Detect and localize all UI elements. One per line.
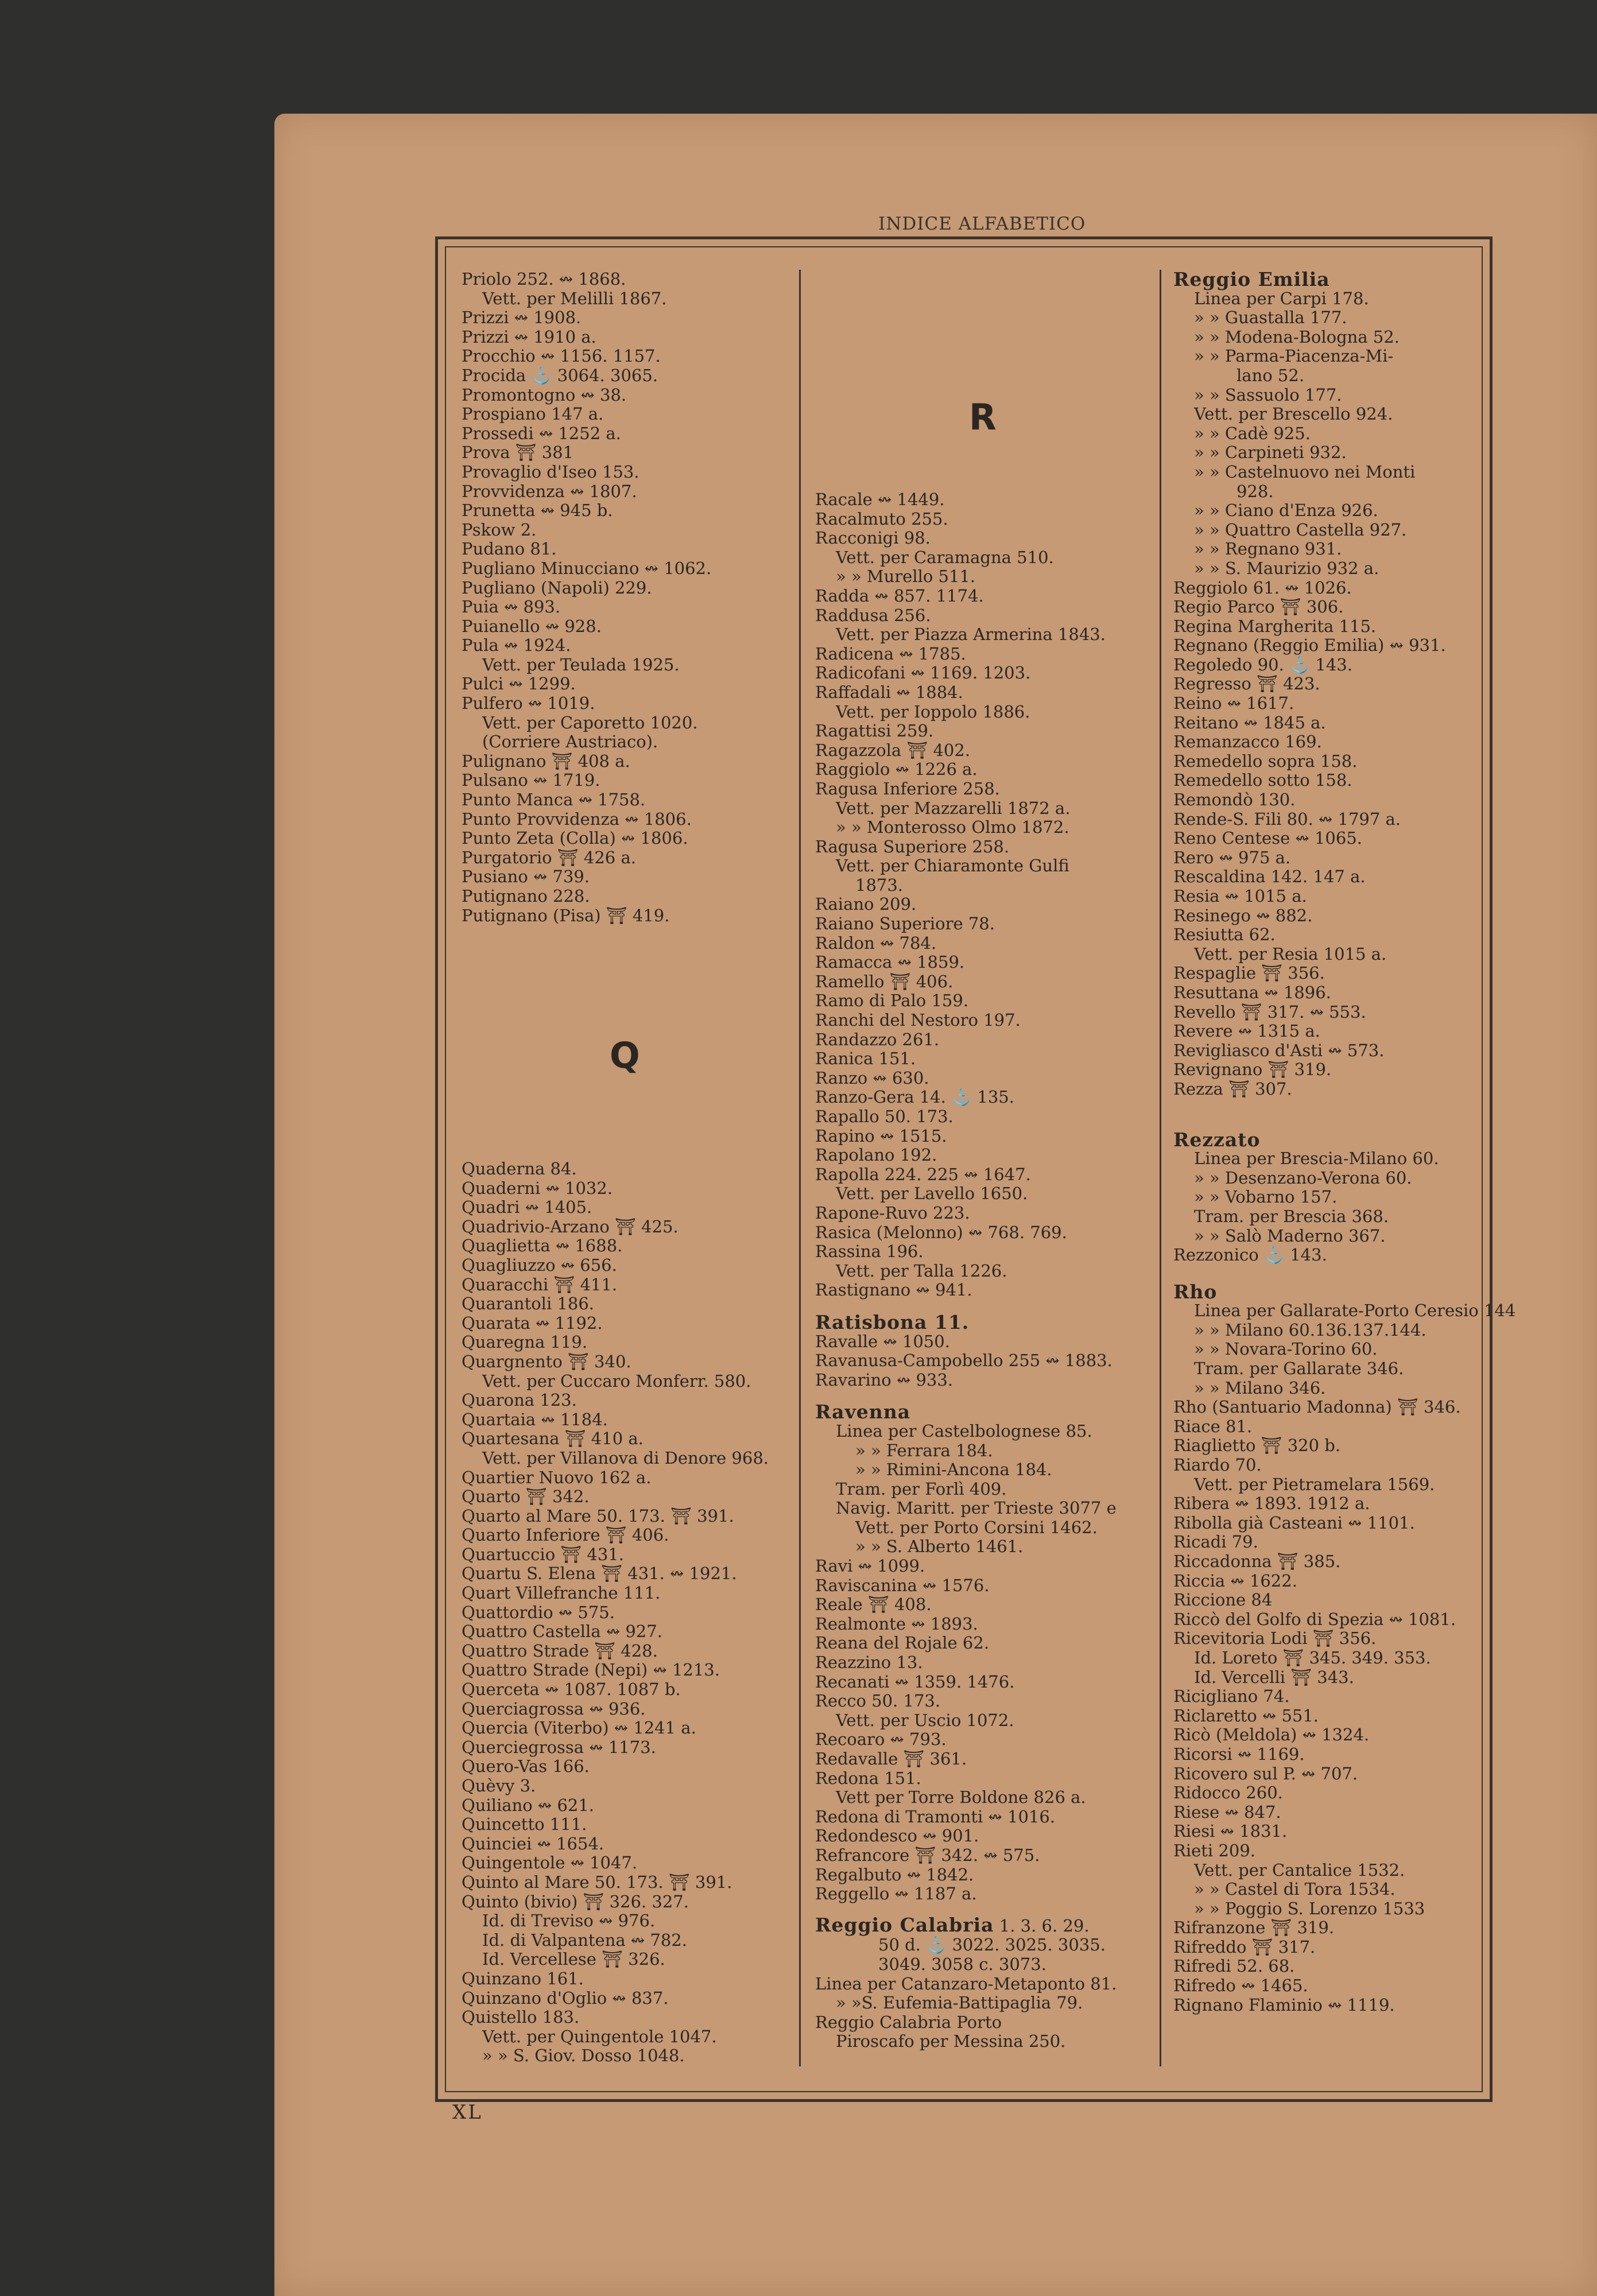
index-entry: Ramacca ↭ 1859. xyxy=(815,952,965,972)
index-entry: Raggiolo ↭ 1226 a. xyxy=(815,759,978,779)
index-entry: Riace 81. xyxy=(1173,1416,1253,1436)
index-entry: Reino ↭ 1617. xyxy=(1173,693,1294,713)
index-entry: Quaracchi ⛩ 411. xyxy=(462,1274,618,1294)
index-entry: Quarto al Mare 50. 173. ⛩ 391. xyxy=(462,1506,734,1526)
index-entry: Regalbuto ↭ 1842. xyxy=(815,1864,974,1884)
index-entry: Resinego ↭ 882. xyxy=(1173,905,1313,925)
index-entry: Rapone-Ruvo 223. xyxy=(815,1203,970,1223)
entries-ratisbona xyxy=(815,1332,1148,1390)
index-entry: Ranzo ↭ 630. xyxy=(815,1068,929,1088)
index-entry: Quart Villefranche 111. xyxy=(462,1583,661,1603)
index-entry: Ribolla già Casteani ↭ 1101. xyxy=(1173,1512,1415,1533)
index-entry: Regnano (Reggio Emilia) ↭ 931. xyxy=(1173,635,1446,656)
index-entry: » » Carpineti 932. xyxy=(1194,443,1347,463)
index-entry: Rassina 196. xyxy=(815,1242,924,1262)
index-entry: Riccia ↭ 1622. xyxy=(1173,1570,1297,1591)
page-number: XL xyxy=(452,2101,483,2124)
index-entry: » » Sassuolo 177. xyxy=(1194,385,1342,405)
index-entry: Rezza ⛩ 307. xyxy=(1173,1079,1292,1099)
index-column-2 xyxy=(815,490,1148,2051)
index-entry: Rignano Flaminio ↭ 1119. xyxy=(1173,1995,1395,2015)
index-entry: Rezzonico ⚓ 143. xyxy=(1173,1245,1327,1265)
index-entry: Linea per Castelbolognese 85. xyxy=(836,1421,1092,1441)
index-entry: Resia ↭ 1015 a. xyxy=(1173,886,1307,906)
index-entry: Rapallo 50. 173. xyxy=(815,1107,953,1126)
index-entry: Tram. per Brescia 368. xyxy=(1194,1206,1389,1226)
index-entry: Ragattisi 259. xyxy=(815,721,934,741)
index-entry: » » Rimini-Ancona 184. xyxy=(855,1460,1052,1480)
index-entry: 928. xyxy=(1236,481,1274,501)
section-letter-q: Q xyxy=(610,1034,640,1076)
index-entry: Provvidenza ↭ 1807. xyxy=(462,481,637,501)
index-entry: Quattro Strade ⛩ 428. xyxy=(462,1640,658,1661)
index-entry: » » Salò Maderno 367. xyxy=(1194,1225,1386,1246)
index-entry: Quarantoli 186. xyxy=(462,1294,595,1314)
index-entry: Ricigliano 74. xyxy=(1173,1686,1290,1707)
index-entry: Ribera ↭ 1893. 1912 a. xyxy=(1173,1494,1370,1514)
entries-reggio-calabria xyxy=(815,1936,1148,2051)
index-entry: » » Regnano 931. xyxy=(1194,539,1342,559)
index-entry: Redondesco ↭ 901. xyxy=(815,1826,979,1846)
index-entry: Quattro Castella ↭ 927. xyxy=(462,1622,662,1642)
index-entry: » » S. Giov. Dosso 1048. xyxy=(482,2046,685,2066)
index-entry: Rifredi 52. 68. xyxy=(1173,1956,1295,1976)
index-entry: Respaglie ⛩ 356. xyxy=(1173,963,1325,983)
index-entry: Ragusa Superiore 258. xyxy=(815,836,1010,856)
index-entry: » » Poggio S. Lorenzo 1533 xyxy=(1194,1898,1425,1918)
index-entry: Ranzo-Gera 14. ⚓ 135. xyxy=(815,1087,1014,1107)
index-entry: » »S. Eufemia-Battipaglia 79. xyxy=(836,1993,1083,2013)
index-entry: Redavalle ⛩ 361. xyxy=(815,1749,967,1768)
index-entry: Pskow 2. xyxy=(462,519,537,540)
index-entry: Ramello ⛩ 406. xyxy=(815,971,953,991)
index-entry: Procchio ↭ 1156. 1157. xyxy=(462,346,661,366)
index-entry: Riclaretto ↭ 551. xyxy=(1173,1705,1319,1725)
index-entry: Pulfero ↭ 1019. xyxy=(462,693,595,713)
index-entry: Vett. per Chiaramonte Gulfi xyxy=(836,856,1069,876)
index-entry: Rapolano 192. xyxy=(815,1145,937,1165)
index-entry: » » Vobarno 157. xyxy=(1194,1187,1338,1207)
index-entry: Rende-S. Fili 80. ↭ 1797 a. xyxy=(1173,809,1401,829)
index-entry: Quaderni ↭ 1032. xyxy=(462,1178,613,1198)
entries-q xyxy=(462,1159,783,2066)
index-entry: Puianello ↭ 928. xyxy=(462,616,602,636)
entries-r xyxy=(815,490,1148,1300)
index-entry: Ravarino ↭ 933. xyxy=(815,1370,953,1390)
heading-rezzato: Rezzato xyxy=(1173,1128,1261,1151)
index-entry: Ranchi del Nestoro 197. xyxy=(815,1010,1021,1030)
index-entry: Id. di Treviso ↭ 976. xyxy=(482,1911,656,1931)
index-entry: Prizzi ↭ 1908. xyxy=(462,308,582,328)
heading-ratisbona: Ratisbona 11. xyxy=(815,1310,970,1333)
index-entry: Vett. per Caporetto 1020. xyxy=(482,712,698,732)
index-entry: » » Milano 346. xyxy=(1194,1378,1326,1398)
index-entry: Ragusa Inferiore 258. xyxy=(815,778,1000,798)
entries-rho xyxy=(1173,1301,1516,2015)
index-entry: Prova ⛩ 381 xyxy=(462,443,574,463)
index-entry: Quartaia ↭ 1184. xyxy=(462,1409,608,1429)
index-entry: Revello ⛩ 317. ↭ 553. xyxy=(1173,1002,1366,1022)
index-entry: lano 52. xyxy=(1236,365,1305,385)
index-entry: Racalmuto 255. xyxy=(815,509,948,529)
heading-reggio-calabria: Reggio Calabria 1. 3. 6. 29. xyxy=(815,1913,1090,1936)
index-entry: (Corriere Austriaco). xyxy=(482,732,658,752)
heading-rho: Rho xyxy=(1173,1280,1218,1303)
index-entry: » » Ferrara 184. xyxy=(855,1440,993,1460)
index-entry: Reggello ↭ 1187 a. xyxy=(815,1884,977,1904)
index-entry: Pusiano ↭ 739. xyxy=(462,867,590,887)
index-entry: Ricevitoria Lodi ⛩ 356. xyxy=(1173,1628,1377,1649)
index-entry: Vett. per Cuccaro Monferr. 580. xyxy=(482,1371,751,1391)
index-entry: Linea per Carpi 178. xyxy=(1194,288,1369,308)
index-entry: » » Modena-Bologna 52. xyxy=(1194,327,1400,347)
index-entry: Priolo 252. ↭ 1868. xyxy=(462,269,626,289)
index-entry: Recco 50. 173. xyxy=(815,1691,941,1711)
index-entry: Linea per Gallarate-Porto Ceresio 144 xyxy=(1194,1301,1516,1321)
index-entry: Vett. per Villanova di Denore 968. xyxy=(482,1448,769,1468)
index-column-1 xyxy=(462,270,783,925)
index-entry: Reggiolo 61. ↭ 1026. xyxy=(1173,577,1352,598)
index-entry: Quercia (Viterbo) ↭ 1241 a. xyxy=(462,1718,696,1738)
index-entry: Vett. per Lavello 1650. xyxy=(836,1184,1028,1204)
index-entry: 1873. xyxy=(855,875,904,895)
index-entry: Navig. Maritt. per Trieste 3077 e xyxy=(836,1498,1117,1518)
index-entry: Vett. per Talla 1226. xyxy=(836,1261,1007,1281)
index-entry: Prunetta ↭ 945 b. xyxy=(462,501,613,521)
index-entry: Provaglio d'Iseo 153. xyxy=(462,461,639,482)
index-entry: Ragazzola ⛩ 402. xyxy=(815,740,971,760)
index-entry: Id. Vercellese ⛩ 326. xyxy=(482,1949,665,1969)
index-entry: Revigliasco d'Asti ↭ 573. xyxy=(1173,1040,1385,1060)
index-entry: Quinzano d'Oglio ↭ 837. xyxy=(462,1988,669,2008)
index-entry: Rifredo ↭ 1465. xyxy=(1173,1976,1308,1996)
index-entry: Radda ↭ 857. 1174. xyxy=(815,585,984,606)
index-entry: Recanati ↭ 1359. 1476. xyxy=(815,1671,1015,1692)
index-entry: Id. Loreto ⛩ 345. 349. 353. xyxy=(1194,1647,1431,1667)
index-entry: Riccione 84 xyxy=(1173,1590,1273,1610)
index-entry: Id. Vercelli ⛩ 343. xyxy=(1194,1667,1354,1687)
index-entry: Redona 151. xyxy=(815,1768,921,1788)
index-entry: » » S. Maurizio 932 a. xyxy=(1194,558,1379,578)
index-entry: Procida ⚓ 3064. 3065. xyxy=(462,365,658,385)
index-entry: Redona di Tramonti ↭ 1016. xyxy=(815,1806,1056,1826)
index-entry: Raiano Superiore 78. xyxy=(815,914,995,934)
column-divider xyxy=(799,270,801,2066)
index-entry: Quadrivio-Arzano ⛩ 425. xyxy=(462,1216,679,1236)
index-entry: » » S. Alberto 1461. xyxy=(855,1537,1024,1557)
index-entry: 3049. 3058 c. 3073. xyxy=(878,1954,1046,1974)
index-entry: Piroscafo per Messina 250. xyxy=(836,2031,1066,2051)
index-entry: Racconigi 98. xyxy=(815,528,931,548)
index-entry: Riaglietto ⛩ 320 b. xyxy=(1173,1436,1341,1456)
index-entry: Quadri ↭ 1405. xyxy=(462,1197,592,1217)
index-entry: Reale ⛩ 408. xyxy=(815,1595,932,1615)
index-entry: Punto Zeta (Colla) ↭ 1806. xyxy=(462,828,688,848)
index-entry: » » Murello 511. xyxy=(836,567,976,587)
section-letter-r: R xyxy=(969,396,997,438)
column-divider xyxy=(1160,270,1161,2066)
index-entry: » » Novara-Torino 60. xyxy=(1194,1339,1378,1359)
index-entry: Recoaro ↭ 793. xyxy=(815,1729,947,1750)
index-entry: Quagliuzzo ↭ 656. xyxy=(462,1255,617,1275)
index-entry: » » Parma-Piacenza-Mi- xyxy=(1194,346,1394,366)
index-entry: Quinzano 161. xyxy=(462,1968,584,1988)
index-entry: Vett. per Resia 1015 a. xyxy=(1194,944,1387,964)
index-entry: » » Milano 60.136.137.144. xyxy=(1194,1320,1427,1340)
index-entry: Putignano 228. xyxy=(462,886,590,906)
index-entry: Putignano (Pisa) ⛩ 419. xyxy=(462,905,670,925)
index-entry: Quattordio ↭ 575. xyxy=(462,1602,615,1622)
index-entry: Reggio Calabria Porto xyxy=(815,2012,1002,2032)
index-entry: Regio Parco ⛩ 306. xyxy=(1173,597,1344,617)
index-entry: Revere ↭ 1315 a. xyxy=(1173,1021,1320,1041)
index-entry: Regina Margherita 115. xyxy=(1173,616,1377,636)
index-entry: Quinto (bivio) ⛩ 326. 327. xyxy=(462,1891,689,1911)
index-entry: Refrancore ⛩ 342. ↭ 575. xyxy=(815,1845,1040,1865)
index-entry: Ravi ↭ 1099. xyxy=(815,1556,925,1576)
index-entry: Quartuccio ⛩ 431. xyxy=(462,1544,624,1564)
index-entry: Riardo 70. xyxy=(1173,1455,1262,1475)
index-entry: Vett per Torre Boldone 826 a. xyxy=(836,1787,1086,1808)
index-entry: Quincetto 111. xyxy=(462,1814,587,1835)
entries-p xyxy=(462,270,783,925)
index-entry: Remedello sotto 158. xyxy=(1173,770,1352,790)
index-entry: » » Guastalla 177. xyxy=(1194,308,1347,328)
index-entry: Ricò (Meldola) ↭ 1324. xyxy=(1173,1725,1370,1745)
index-entry: Pulignano ⛩ 408 a. xyxy=(462,751,630,771)
index-entry: Rasica (Melonno) ↭ 768. 769. xyxy=(815,1222,1067,1242)
index-entry: » » Ciano d'Enza 926. xyxy=(1194,501,1378,521)
index-entry: Vett. per Uscio 1072. xyxy=(836,1710,1014,1730)
index-entry: Riese ↭ 847. xyxy=(1173,1802,1281,1822)
index-entry: Remanzacco 169. xyxy=(1173,732,1322,752)
index-entry: Vett. per Brescello 924. xyxy=(1194,404,1393,424)
entries-ravenna xyxy=(815,1422,1148,1904)
index-entry: Rho (Santuario Madonna) ⛩ 346. xyxy=(1173,1397,1461,1417)
index-entry: Quaderna 84. xyxy=(462,1159,577,1178)
index-entry: » » Cadè 925. xyxy=(1194,423,1311,443)
index-entry: » » Desenzano-Verona 60. xyxy=(1194,1168,1412,1188)
index-entry: Raddusa 256. xyxy=(815,605,931,625)
index-entry: Puia ↭ 893. xyxy=(462,597,561,617)
index-entry: Realmonte ↭ 1893. xyxy=(815,1614,978,1634)
index-entry: Quaglietta ↭ 1688. xyxy=(462,1236,623,1256)
index-entry: Riesi ↭ 1831. xyxy=(1173,1821,1288,1841)
index-entry: Riccò del Golfo di Spezia ↭ 1081. xyxy=(1173,1609,1456,1629)
index-entry: Vett. per Mazzarelli 1872 a. xyxy=(836,798,1071,818)
index-entry: Quinciei ↭ 1654. xyxy=(462,1833,604,1853)
index-entry: Quarata ↭ 1192. xyxy=(462,1313,603,1333)
index-entry: Raffadali ↭ 1884. xyxy=(815,682,963,702)
index-entry: Ranica 151. xyxy=(815,1049,916,1069)
index-entry: Remedello sopra 158. xyxy=(1173,751,1358,771)
index-entry: Vett. per Teulada 1925. xyxy=(482,654,680,674)
index-entry: Id. di Valpantena ↭ 782. xyxy=(482,1930,687,1950)
index-entry: » » Quattro Castella 927. xyxy=(1194,519,1407,540)
index-column-3 xyxy=(1173,268,1516,2015)
index-entry: Reno Centese ↭ 1065. xyxy=(1173,828,1362,848)
index-entry: Quarona 123. xyxy=(462,1390,577,1410)
index-entry: Vett. per Melilli 1867. xyxy=(482,288,667,308)
index-entry: Prospiano 147 a. xyxy=(462,404,604,424)
index-entry: Radicofani ↭ 1169. 1203. xyxy=(815,663,1031,683)
index-entry: Rescaldina 142. 147 a. xyxy=(1173,867,1366,887)
index-entry: Vett. per Pietramelara 1569. xyxy=(1194,1474,1435,1494)
index-entry: Rastignano ↭ 941. xyxy=(815,1280,972,1300)
index-entry: Raiano 209. xyxy=(815,894,917,914)
index-entry: Regoledo 90. ⚓ 143. xyxy=(1173,654,1352,674)
index-entry: Prizzi ↭ 1910 a. xyxy=(462,327,596,347)
index-entry: Pudano 81. xyxy=(462,539,557,559)
index-entry: Quartesana ⛩ 410 a. xyxy=(462,1429,644,1449)
index-entry: Quingentole ↭ 1047. xyxy=(462,1853,638,1873)
index-entry: Vett. per Cantalice 1532. xyxy=(1194,1860,1405,1880)
index-entry: Ravalle ↭ 1050. xyxy=(815,1331,950,1351)
index-entry: Punto Manca ↭ 1758. xyxy=(462,790,646,810)
index-entry: Quattro Strade (Nepi) ↭ 1213. xyxy=(462,1660,720,1680)
index-entry: Resiutta 62. xyxy=(1173,925,1276,945)
index-entry: Ramo di Palo 159. xyxy=(815,991,969,1011)
index-entry: Ricorsi ↭ 1169. xyxy=(1173,1744,1305,1764)
index-entry: Vett. per Porto Corsini 1462. xyxy=(855,1517,1098,1537)
index-entry: Vett. per Caramagna 510. xyxy=(836,547,1054,567)
index-entry: Quartier Nuovo 162 a. xyxy=(462,1467,652,1487)
index-entry: Raviscanina ↭ 1576. xyxy=(815,1575,990,1595)
index-entry: Rifreddo ⛩ 317. xyxy=(1173,1937,1316,1957)
index-entry: Querciegrossa ↭ 1173. xyxy=(462,1737,656,1757)
index-entry: Rero ↭ 975 a. xyxy=(1173,847,1291,867)
index-entry: Quistello 183. xyxy=(462,2007,580,2027)
index-entry: Quargnento ⛩ 340. xyxy=(462,1351,631,1371)
index-entry: Resuttana ↭ 1896. xyxy=(1173,982,1331,1002)
index-entry: Racale ↭ 1449. xyxy=(815,490,945,509)
index-entry: Quero-Vas 166. xyxy=(462,1756,590,1777)
index-entry: Reitano ↭ 1845 a. xyxy=(1173,712,1326,732)
index-entry: Rieti 209. xyxy=(1173,1840,1255,1860)
index-entry: Riccadonna ⛩ 385. xyxy=(1173,1552,1341,1571)
index-entry: Ricovero sul P. ↭ 707. xyxy=(1173,1763,1358,1783)
index-entry: Vett. per Piazza Armerina 1843. xyxy=(836,625,1106,645)
index-entry: Rifranzone ⛩ 319. xyxy=(1173,1918,1335,1938)
index-entry: Quèvy 3. xyxy=(462,1776,536,1795)
index-entry: » » Castelnuovo nei Monti xyxy=(1194,461,1416,482)
index-entry: Vett. per Ioppolo 1886. xyxy=(836,701,1030,722)
index-entry: Revignano ⛩ 319. xyxy=(1173,1060,1332,1080)
index-entry: Quartu S. Elena ⛩ 431. ↭ 1921. xyxy=(462,1564,737,1584)
index-entry: Querceta ↭ 1087. 1087 b. xyxy=(462,1680,681,1700)
index-entry: Ravanusa-Campobello 255 ↭ 1883. xyxy=(815,1351,1113,1371)
index-entry: » » Monterosso Olmo 1872. xyxy=(836,817,1069,837)
index-entry: Quinto al Mare 50. 173. ⛩ 391. xyxy=(462,1872,732,1892)
index-entry: Raldon ↭ 784. xyxy=(815,933,937,953)
index-entry: Vett. per Quingentole 1047. xyxy=(482,2026,717,2046)
index-entry: Querciagrossa ↭ 936. xyxy=(462,1698,646,1719)
entries-reggio-emilia xyxy=(1173,289,1506,1099)
index-entry: Purgatorio ⛩ 426 a. xyxy=(462,847,636,867)
index-entry: Quarto Inferiore ⛩ 406. xyxy=(462,1525,669,1545)
index-entry: Rapino ↭ 1515. xyxy=(815,1126,947,1146)
index-entry: Prossedi ↭ 1252 a. xyxy=(462,423,621,443)
index-entry: Pugliano Minucciano ↭ 1062. xyxy=(462,558,712,578)
index-entry: Pulci ↭ 1299. xyxy=(462,674,576,694)
heading-reggio-emilia: Reggio Emilia xyxy=(1173,268,1330,290)
index-entry: Randazzo 261. xyxy=(815,1029,940,1049)
index-entry: Quarto ⛩ 342. xyxy=(462,1487,590,1507)
index-entry: Promontogno ↭ 38. xyxy=(462,385,627,405)
index-entry: Pula ↭ 1924. xyxy=(462,635,571,656)
index-entry: Rapolla 224. 225 ↭ 1647. xyxy=(815,1164,1031,1184)
index-entry: Ridocco 260. xyxy=(1173,1783,1283,1803)
index-entry: Ricadi 79. xyxy=(1173,1532,1258,1552)
index-entry: Regresso ⛩ 423. xyxy=(1173,674,1320,694)
index-entry: Pugliano (Napoli) 229. xyxy=(462,577,652,598)
index-column-1-q xyxy=(462,1159,783,2066)
index-entry: Quaregna 119. xyxy=(462,1332,588,1352)
index-entry: 50 d. ⚓ 3022. 3025. 3035. xyxy=(878,1935,1106,1955)
index-entry: Punto Provvidenza ↭ 1806. xyxy=(462,809,692,829)
index-entry: Quiliano ↭ 621. xyxy=(462,1795,595,1815)
index-entry: Pulsano ↭ 1719. xyxy=(462,770,600,790)
index-entry: Reana del Rojale 62. xyxy=(815,1633,990,1653)
index-entry: Linea per Brescia-Milano 60. xyxy=(1194,1149,1439,1169)
index-entry: Remondò 130. xyxy=(1173,790,1296,810)
running-head: INDICE ALFABETICO xyxy=(878,214,1086,234)
entries-rezzato xyxy=(1173,1149,1506,1265)
index-entry: Tram. per Gallarate 346. xyxy=(1194,1359,1404,1379)
index-entry: Reazzino 13. xyxy=(815,1653,923,1673)
index-entry: Radicena ↭ 1785. xyxy=(815,643,966,664)
heading-ravenna: Ravenna xyxy=(815,1401,911,1424)
index-entry: Tram. per Forlì 409. xyxy=(836,1479,1007,1499)
index-entry: » » Castel di Tora 1534. xyxy=(1194,1879,1396,1899)
index-entry: Linea per Catanzaro-Metaponto 81. xyxy=(815,1973,1117,1994)
